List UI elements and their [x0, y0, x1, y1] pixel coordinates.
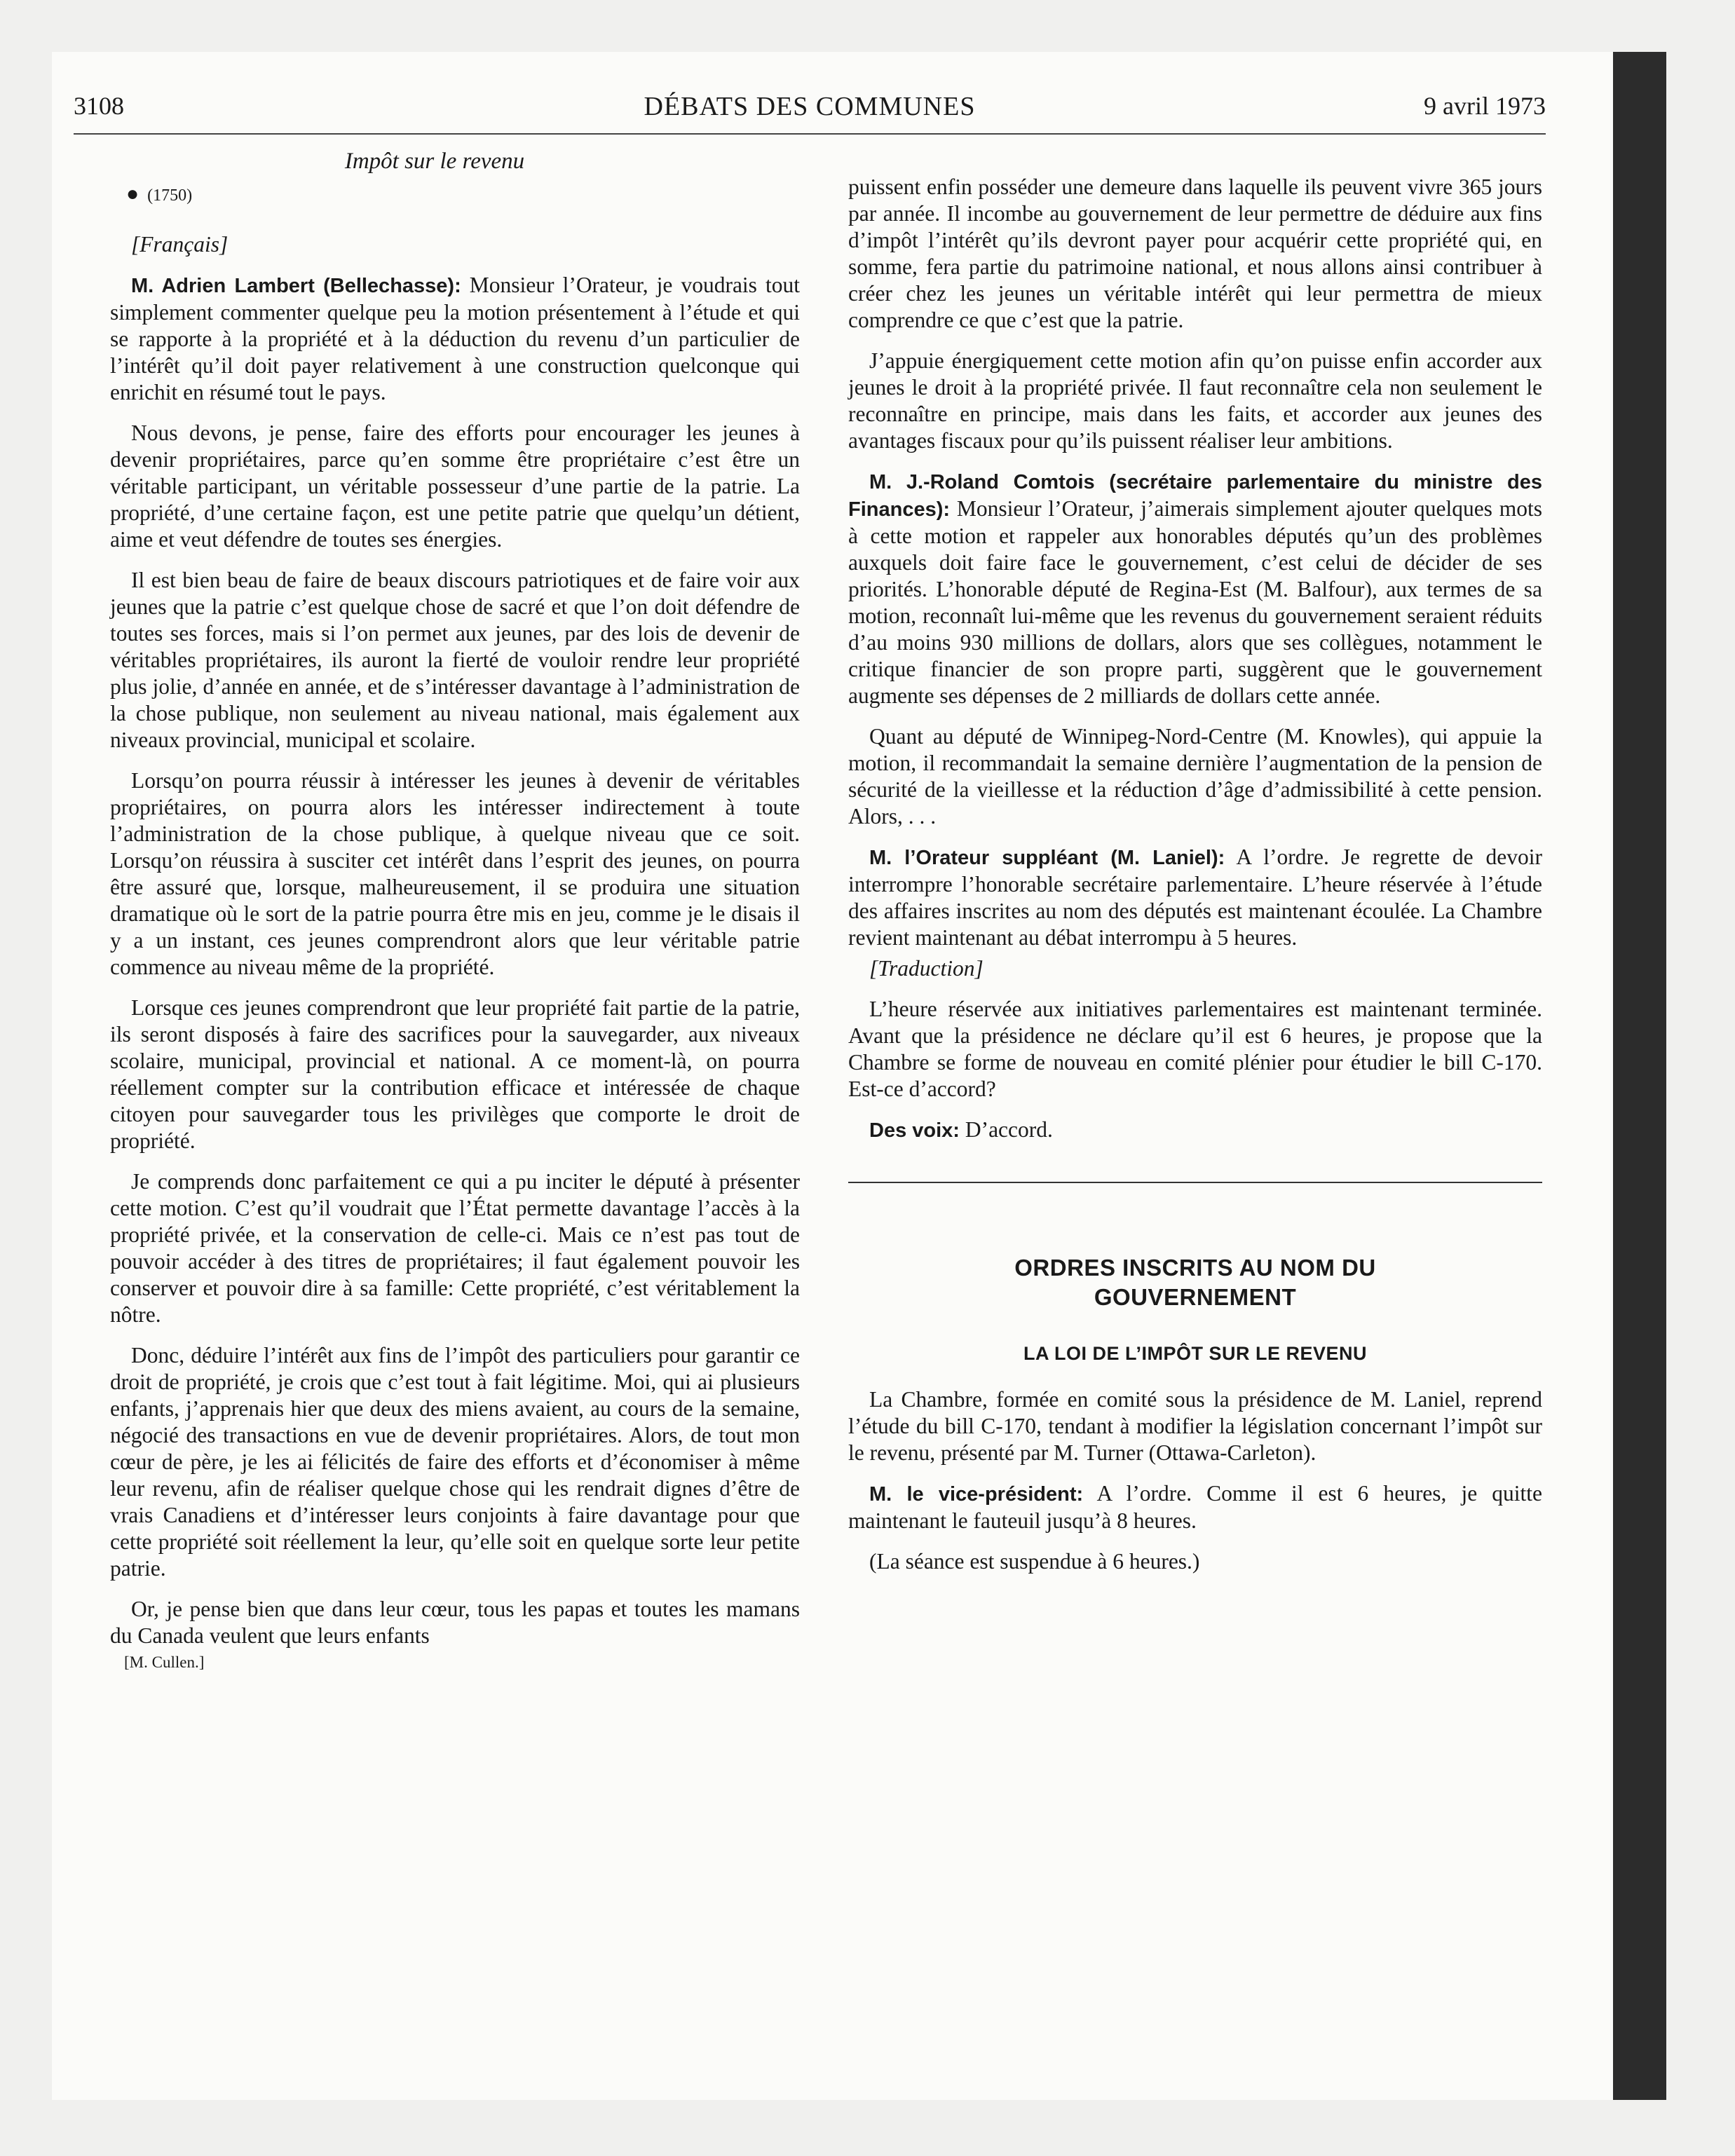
time-stamp-text: (1750)	[147, 186, 193, 205]
paragraph	[848, 844, 1542, 951]
paragraph: Il est bien beau de faire de beaux discours patriotiques et de faire voir aux jeunes que la patrie c’est quelque chose de sacré et que l’on doit défendre de toutes ses forces, mais si l’on permet aux jeunes, par des lois de devenir de véritables propriétaires, ils auront la fierté de vouloir rendre leur propriété plus jolie, d’année en année, et de s’intéresser davantage à l’administration de la chose publique, non seulement au niveau national, mais également aux niveaux provincial, municipal et scolaire.	[110, 568, 800, 752]
paragraph: Je comprends donc parfaitement ce qui a pu inciter le député à présenter cette motion. C’est qu’il voudrait que l’État permette davantage l’accès à la propriété privée, et la conservation de celle-ci. Mais ce n’est pas tout de pouvoir accéder à des titres de propriétaires; il faut également pouvoir les conserver et pouvoir dire à sa famille: Cette propriété, c’est véritablement la nôtre.	[110, 1169, 800, 1327]
attribution: [M. Cullen.]	[124, 1653, 205, 1671]
page-number: 3108	[74, 92, 124, 120]
paragraph: puissent enfin posséder une demeure dans laquelle ils peuvent vivre 365 jours par année. Il incombe au gouvernement de leur permettre de déduire aux fins d’impôt l’intérêt qu’ils devront payer pour acquérir cette propriété qui, en somme, fera partie du patrimoine national, et nous allons ainsi contribuer à créer chez les jeunes un véritable intérêt qui leur permettra de mieux comprendre ce que c’est que la patrie.	[848, 175, 1542, 332]
paragraph	[848, 1480, 1542, 1534]
paragraph	[848, 468, 1542, 709]
language-tag: [Français]	[131, 232, 229, 257]
right-column	[848, 174, 1542, 1589]
paragraph	[110, 272, 800, 406]
paragraph	[848, 1117, 1542, 1144]
paragraph-text: Monsieur l’Orateur, je voudrais tout simplement commenter quelque peu la motion présentement à l’étude et qui se rapporte à la propriété et à la déduction du revenu d’un particulier de l’intérêt qu’il doit payer relativement à une construction quelconque qui enrichit en résumé tout le pays.	[110, 273, 800, 404]
paragraph: Lorsqu’on pourra réussir à intéresser les jeunes à devenir de véritables propriétaires, on pourra alors les intéresser indirectement à toute l’administration de la chose publique, à quelque niveau que ce soit. Lorsqu’on réussira à susciter cet intérêt dans l’esprit des jeunes, on pourra être assuré que, lorsque, malheureusement, il se produira une situation dramatique où le sort de la patrie pourra être mis en jeu, comme je le disais il y a un instant, ces jeunes comprendront alors que leur véritable patrie commence au niveau même de la propriété.	[110, 768, 800, 979]
section-divider	[848, 1182, 1542, 1183]
time-stamp	[126, 182, 192, 206]
speaker-name: M. l’Orateur suppléant (M. Laniel):	[869, 847, 1225, 869]
sub-heading: LA LOI DE L’IMPÔT SUR LE REVENU	[1023, 1343, 1368, 1364]
page-date: 9 avril 1973	[1424, 92, 1546, 120]
paragraph: L’heure réservée aux initiatives parlementaires est maintenant terminée. Avant que la présidence ne déclare qu’il est 6 heures, je propose que la Chambre se forme de nouveau en comité plénier pour étudier le bill C-170. Est-ce d’accord?	[848, 997, 1542, 1101]
paragraph: (La séance est suspendue à 6 heures.)	[869, 1549, 1200, 1574]
left-column	[110, 231, 800, 1690]
paragraph: Donc, déduire l’intérêt aux fins de l’impôt des particuliers pour garantir ce droit de propriété, je crois que c’est tout à fait légitime. Moi, qui ai plusieurs enfants, j’apprenais hier que deux des miens avaient, au cours de la semaine, négocié des transactions en vue de devenir propriétaires. Alors, de tout mon cœur de père, je les ai félicités de faire des efforts et d’économiser à même leur revenu, afin de réaliser quelque chose qui les rendrait dignes d’être de vrais Canadiens et d’intéresser leurs conjoints à faire davantage pour que cette propriété soit réellement la leur, qu’elle soit en quelque sorte leur petite patrie.	[110, 1343, 800, 1581]
paragraph-text: A l’ordre. Je regrette de devoir interrompre l’honorable secrétaire parlementaire. L’heure réservée à l’étude des affaires inscrites au nom des députés est maintenant écoulée. La Chambre revient maintenant au débat interrompu à 5 heures.	[848, 845, 1542, 950]
speaker-name: M. J.-Roland Comtois (secrétaire parlementaire du ministre des Finances):	[848, 471, 1542, 521]
paragraph: J’appuie énergiquement cette motion afin qu’on puisse enfin accorder aux jeunes le droit à la propriété privée. Il faut reconnaître cela non seulement le reconnaître en principe, mais dans les faits, et accorder aux jeunes des avantages fiscaux pour qu’ils puissent réaliser leur ambitions.	[848, 348, 1542, 453]
scan-edge-bar	[1613, 52, 1666, 2100]
paragraph-text: D’accord.	[959, 1117, 1053, 1142]
language-tag: [Traduction]	[869, 956, 984, 981]
running-head: Impôt sur le revenu	[344, 149, 525, 174]
paragraph: Quant au député de Winnipeg-Nord-Centre (M. Knowles), qui appuie la motion, il recommandait la semaine dernière l’augmentation de la pension de sécurité de la vieillesse et la réduction d’âge d’admissibilité à cette pension. Alors, . . .	[848, 724, 1542, 828]
paragraph-text: A l’ordre. Comme il est 6 heures, je quitte maintenant le fauteuil jusqu’à 8 heures.	[848, 1481, 1542, 1533]
paragraph: Lorsque ces jeunes comprendront que leur propriété fait partie de la patrie, ils seront disposés à faire des sacrifices pour la sauvegarder, aux niveaux scolaire, municipal, provincial et national. A ce moment-là, on pourra réellement compter sur la contribution efficace et intéressée de chaque citoyen pour sauvegarder tous les privilèges que comporte le droit de propriété.	[110, 995, 800, 1153]
speaker-name: M. Adrien Lambert (Bellechasse):	[131, 275, 461, 297]
bullet-icon: ●	[126, 182, 140, 205]
section-heading-line: ORDRES INSCRITS AU NOM DU	[1014, 1255, 1376, 1281]
paragraph-text: Monsieur l’Orateur, j’aimerais simplement ajouter quelques mots à cette motion et rappeler aux honorables députés qu’un des problèmes auxquels doit faire face le gouvernement, c’est celui de décider de ses priorités. L’honorable député de Regina-Est (M. Balfour), aux termes de sa motion, reconnaît lui-même que les revenus du gouvernement seraient réduits d’au moins 930 millions de dollars, alors que ses collègues, notamment le critique financier de son propre parti, suggèrent que le gouvernement augmente ses dépenses de 2 milliards de dollars cette année.	[848, 496, 1542, 708]
speaker-name: Des voix:	[869, 1119, 960, 1142]
paragraph: La Chambre, formée en comité sous la présidence de M. Laniel, reprend l’étude du bill C-170, tendant à modifier la législation concernant l’impôt sur le revenu, présenté par M. Turner (Ottawa-Carleton).	[848, 1387, 1542, 1465]
paragraph: Or, je pense bien que dans leur cœur, tous les papas et toutes les mamans du Canada veulent que leurs enfants	[110, 1597, 800, 1648]
speaker-name: M. le vice-président:	[869, 1483, 1084, 1506]
page-header	[74, 91, 1546, 135]
section-heading	[848, 1253, 1542, 1312]
section-heading-line: GOUVERNEMENT	[1094, 1284, 1297, 1310]
publication-title: DÉBATS DES COMMUNES	[644, 92, 976, 121]
paragraph: Nous devons, je pense, faire des efforts pour encourager les jeunes à devenir propriétaires, parce qu’en somme être propriétaire c’est être un véritable participant, un véritable possesseur d’une partie de la patrie. La propriété, d’une certaine façon, est une petite patrie que quelqu’un détient, aime et veut défendre de toutes ses énergies.	[110, 421, 800, 552]
